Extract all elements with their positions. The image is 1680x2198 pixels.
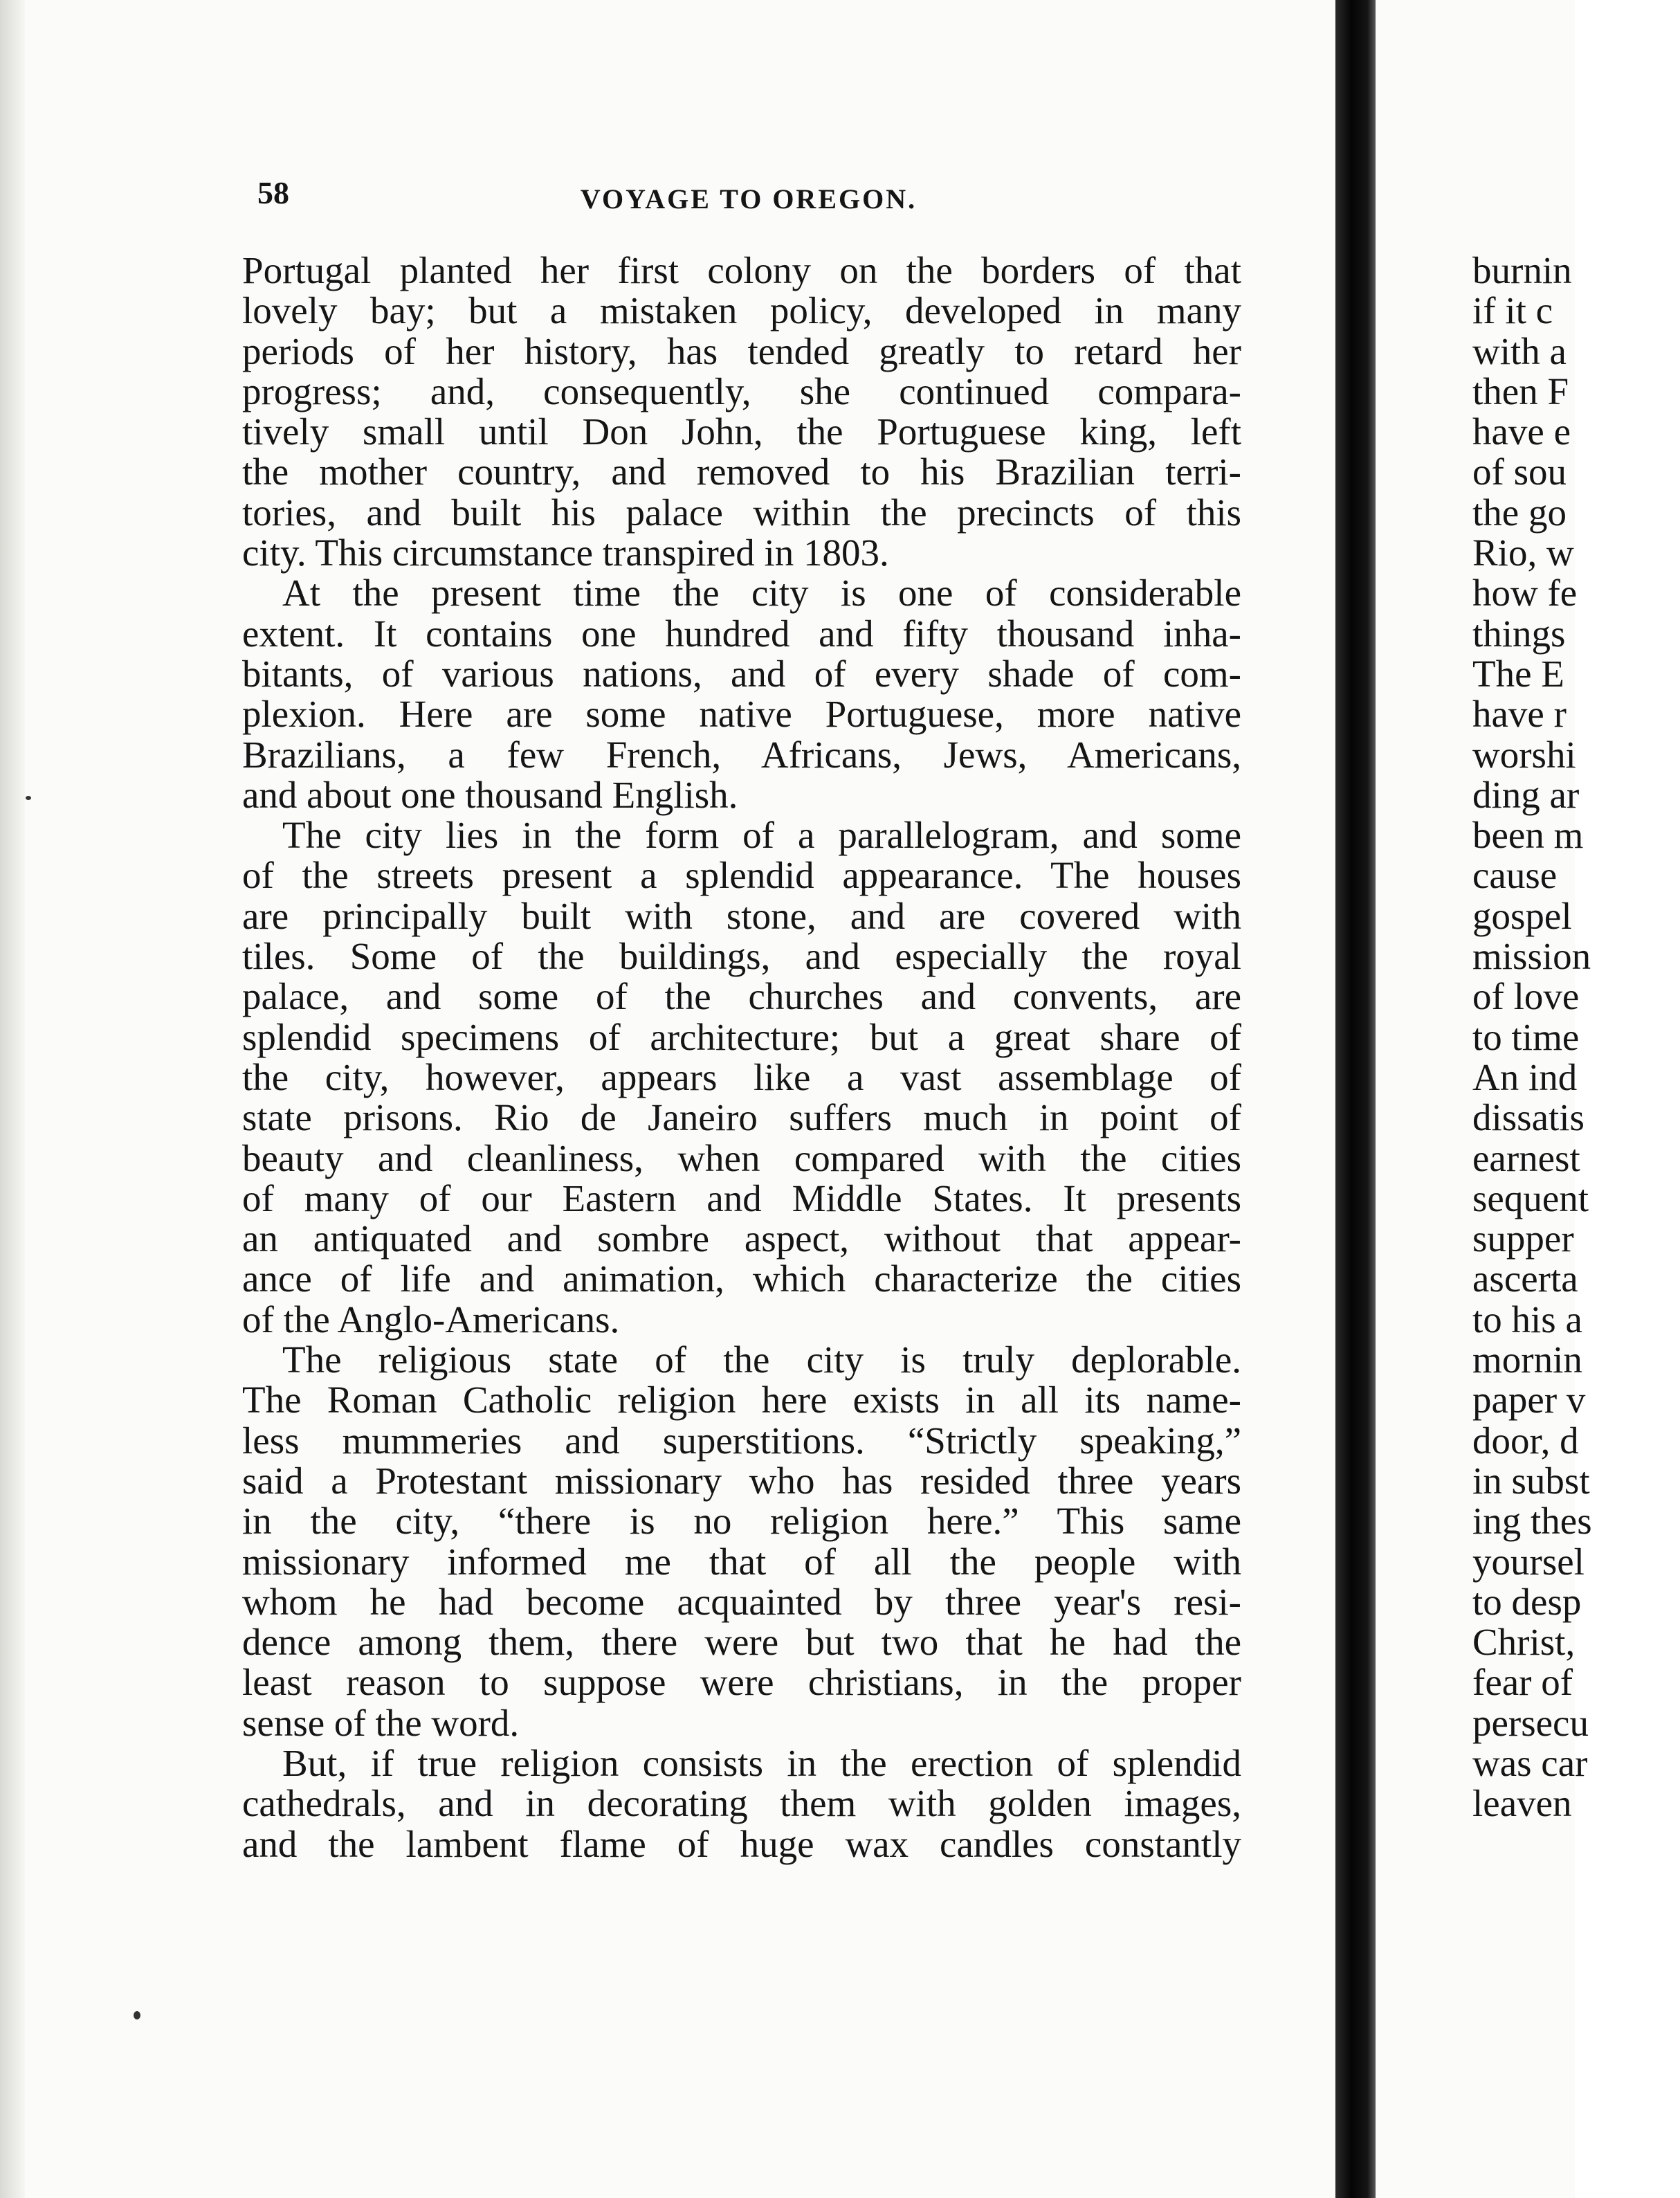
text-line: cathedrals, and in decorating them with golden images,: [242, 1782, 1241, 1825]
text-line: At the present time the city is one of considerable: [282, 572, 1241, 615]
text-line: an antiquated and sombre aspect, without that appear-: [242, 1217, 1241, 1260]
text-line: plexion. Here are some native Portuguese, more native: [242, 693, 1241, 736]
right-page-line: in subst: [1472, 1459, 1590, 1502]
right-page-line: dissatis: [1472, 1096, 1585, 1139]
right-page-line: persecu: [1472, 1701, 1589, 1744]
text-line: beauty and cleanliness, when compared with the cities: [242, 1136, 1241, 1179]
text-line: of the Anglo-Americans.: [242, 1298, 620, 1341]
book-gutter: [1335, 0, 1376, 2198]
right-page-line: earnest: [1472, 1136, 1580, 1179]
text-line: bitants, of various nations, and of every shade of com-: [242, 652, 1241, 695]
page-number: 58: [257, 175, 289, 210]
text-line: The Roman Catholic religion here exists in all its name-: [242, 1379, 1241, 1422]
right-page-line: Rio, w: [1472, 532, 1574, 574]
right-page-line: ing thes: [1472, 1500, 1592, 1543]
right-page-line: of sou: [1472, 451, 1567, 493]
text-line: splendid specimens of architecture; but a great share of: [242, 1015, 1241, 1058]
right-page-line: door, d: [1472, 1419, 1579, 1462]
right-page-line: yoursel: [1472, 1540, 1585, 1583]
text-line: periods of her history, has tended greatly to retard her: [242, 329, 1241, 372]
right-page-line: with a: [1472, 329, 1567, 372]
text-line: lovely bay; but a mistaken policy, developed in many: [242, 289, 1241, 332]
text-line: ance of life and animation, which characterize the cities: [242, 1257, 1241, 1300]
text-line: The religious state of the city is truly deplorable.: [282, 1338, 1241, 1381]
right-page-line: of love: [1472, 975, 1580, 1018]
text-line: of the streets present a splendid appearance. The houses: [242, 854, 1241, 897]
right-page-line: mission: [1472, 935, 1591, 978]
right-page-line: was car: [1472, 1741, 1588, 1784]
right-page-text: [1472, 251, 1680, 1824]
text-line: city. This circumstance transpired in 1803.: [242, 532, 889, 574]
right-page-line: An ind: [1472, 1055, 1578, 1098]
right-page-line: ascerta: [1472, 1257, 1578, 1300]
text-line: of many of our Eastern and Middle States. It presents: [242, 1177, 1241, 1219]
right-page-line: sequent: [1472, 1177, 1589, 1219]
text-line: and the lambent flame of huge wax candles constantly: [242, 1822, 1241, 1865]
right-page-line: The E: [1472, 652, 1564, 695]
text-line: whom he had become acquainted by three year's resi-: [242, 1580, 1241, 1623]
right-page-line: supper: [1472, 1217, 1574, 1260]
right-page-line: worshi: [1472, 733, 1576, 776]
text-line: But, if true religion consists in the erection of splendid: [282, 1741, 1241, 1784]
text-line: dence among them, there were but two that he had the: [242, 1621, 1241, 1664]
running-head: VOYAGE TO OREGON.: [580, 183, 917, 215]
text-line: in the city, “there is no religion here.” This same: [242, 1500, 1241, 1543]
right-page-line: leaven: [1472, 1782, 1572, 1825]
right-page-line: to desp: [1472, 1580, 1582, 1623]
text-line: less mummeries and superstitions. “Strictly speaking,”: [242, 1419, 1241, 1462]
right-page-line: mornin: [1472, 1338, 1582, 1381]
right-page-line: burnin: [1472, 249, 1572, 291]
right-page-line: fear of: [1472, 1661, 1573, 1704]
right-page-line: ding ar: [1472, 773, 1580, 816]
text-line: said a Protestant missionary who has resided three years: [242, 1459, 1241, 1502]
text-line: state prisons. Rio de Janeiro suffers much in point of: [242, 1096, 1241, 1139]
text-line: and about one thousand English.: [242, 773, 738, 816]
right-page-line: have e: [1472, 410, 1571, 453]
right-page-line: the go: [1472, 491, 1567, 534]
right-page-line: to time: [1472, 1015, 1580, 1058]
right-page-line: if it c: [1472, 289, 1553, 332]
right-page-line: then F: [1472, 370, 1569, 412]
text-line: progress; and, consequently, she continued compara-: [242, 370, 1241, 412]
stray-mark: [26, 796, 31, 800]
right-page-line: things: [1472, 612, 1566, 655]
right-page-line: have r: [1472, 693, 1567, 736]
text-line: the mother country, and removed to his Brazilian terri-: [242, 451, 1241, 493]
text-line: the city, however, appears like a vast assemblage of: [242, 1055, 1241, 1098]
text-line: tively small until Don John, the Portuguese king, left: [242, 410, 1241, 453]
right-page-line: been m: [1472, 814, 1584, 857]
right-page-line: to his a: [1472, 1298, 1582, 1341]
right-page-line: how fe: [1472, 572, 1578, 615]
text-line: missionary informed me that of all the people with: [242, 1540, 1241, 1583]
right-page-line: gospel: [1472, 894, 1572, 937]
text-line: palace, and some of the churches and convents, are: [242, 975, 1241, 1018]
page-header: [257, 174, 1240, 223]
right-page-line: cause: [1472, 854, 1558, 897]
page-edge-shadow: [0, 0, 25, 2198]
text-line: tiles. Some of the buildings, and especially the royal: [242, 935, 1241, 978]
stray-mark: [134, 2011, 140, 2019]
text-line: Brazilians, a few French, Africans, Jews, Americans,: [242, 733, 1241, 776]
text-line: least reason to suppose were christians, in the proper: [242, 1661, 1241, 1704]
right-page-line: paper v: [1472, 1379, 1586, 1422]
text-line: are principally built with stone, and are covered with: [242, 894, 1241, 937]
text-line: sense of the word.: [242, 1701, 520, 1744]
body-text: [242, 251, 1241, 1864]
right-page-line: Christ,: [1472, 1621, 1576, 1664]
text-line: Portugal planted her first colony on the borders of that: [242, 249, 1241, 291]
text-line: The city lies in the form of a parallelogram, and some: [282, 814, 1241, 857]
text-line: tories, and built his palace within the precincts of this: [242, 491, 1241, 534]
text-line: extent. It contains one hundred and fifty thousand inha-: [242, 612, 1241, 655]
